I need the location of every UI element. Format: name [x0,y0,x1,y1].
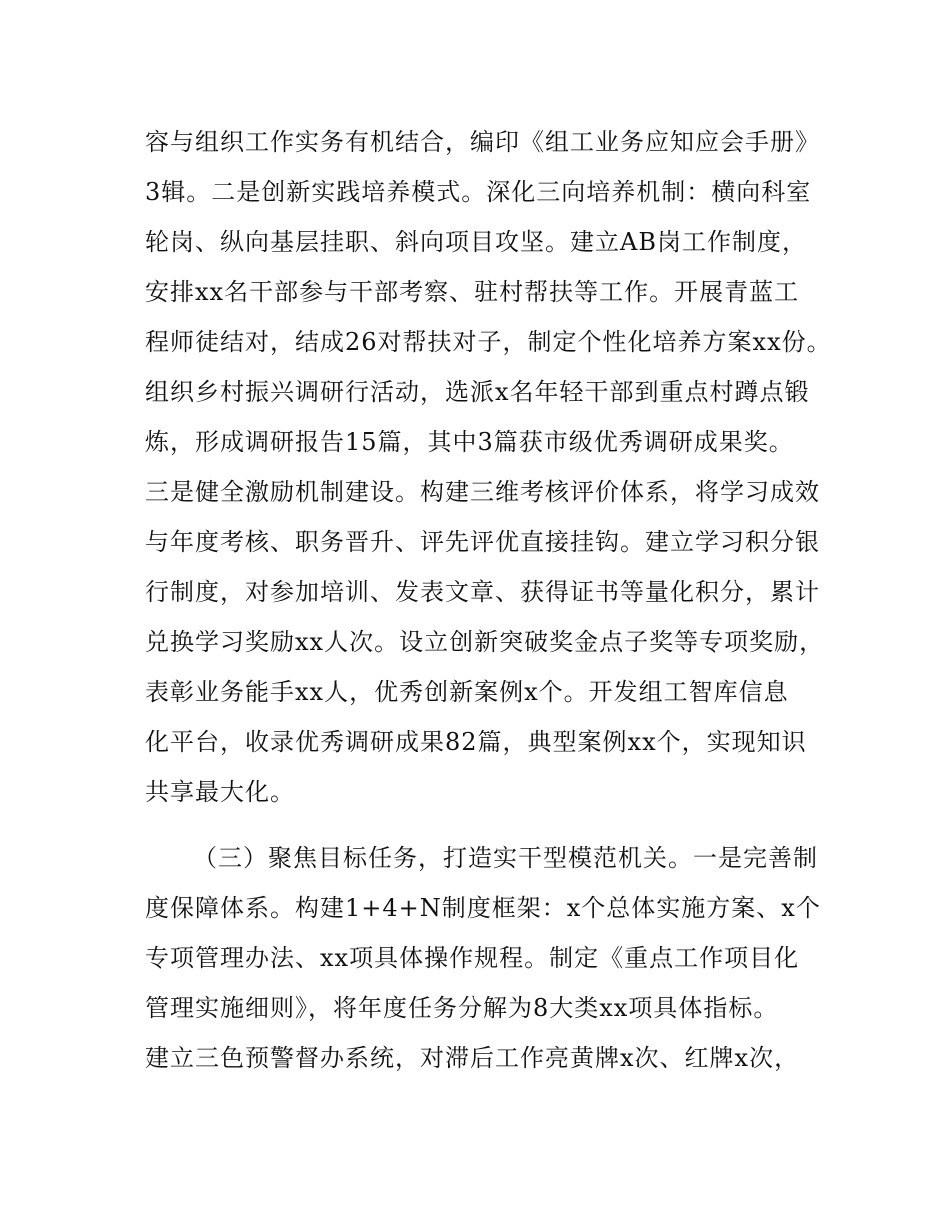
text-line: 共享最大化。 [145,778,295,806]
text-line: 容与组织工作实务有机结合，编印《组工业务应知应会手册》 [145,128,820,156]
text-line: 三是健全激励机制建设。构建三维考核评价体系，将学习成效 [145,478,820,506]
text-line: 炼，形成调研报告15篇，其中3篇获市级优秀调研成果奖。 [145,428,794,456]
text-line: 3辑。二是创新实践培养模式。深化三向培养机制：横向科室 [145,178,812,206]
text-line: 兑换学习奖励xx人次。设立创新突破奖金点子奖等专项奖励， [145,628,825,656]
text-line: 建立三色预警督办系统，对滞后工作亮黄牌x次、红牌x次， [145,1044,800,1072]
text-line: 管理实施细则》，将年度任务分解为8大类xx项具体指标。 [145,994,779,1022]
text-line: 与年度考核、职务晋升、评先评优直接挂钩。建立学习积分银 [145,528,820,556]
text-line: 专项管理办法、xx项具体操作规程。制定《重点工作项目化 [145,944,800,972]
text-line: 行制度，对参加培训、发表文章、获得证书等量化积分，累计 [145,578,820,606]
text-line: 程师徒结对，结成26对帮扶对子，制定个性化培养方案xx份。 [145,328,832,356]
text-line: 度保障体系。构建1+4+N制度框架：x个总体实施方案、x个 [145,894,821,922]
text-line: （三）聚焦目标任务，打造实干型模范机关。一是完善制 [193,844,818,872]
text-line: 安排xx名干部参与干部考察、驻村帮扶等工作。开展青蓝工 [145,278,800,306]
text-line: 化平台，收录优秀调研成果82篇，典型案例xx个，实现知识 [145,728,807,756]
text-line: 表彰业务能手xx人，优秀创新案例x个。开发组工智库信息 [145,678,789,706]
text-line: 组织乡村振兴调研行活动，选派x名年轻干部到重点村蹲点锻 [145,378,810,406]
text-line: 轮岗、纵向基层挂职、斜向项目攻坚。建立AB岗工作制度， [145,228,807,256]
